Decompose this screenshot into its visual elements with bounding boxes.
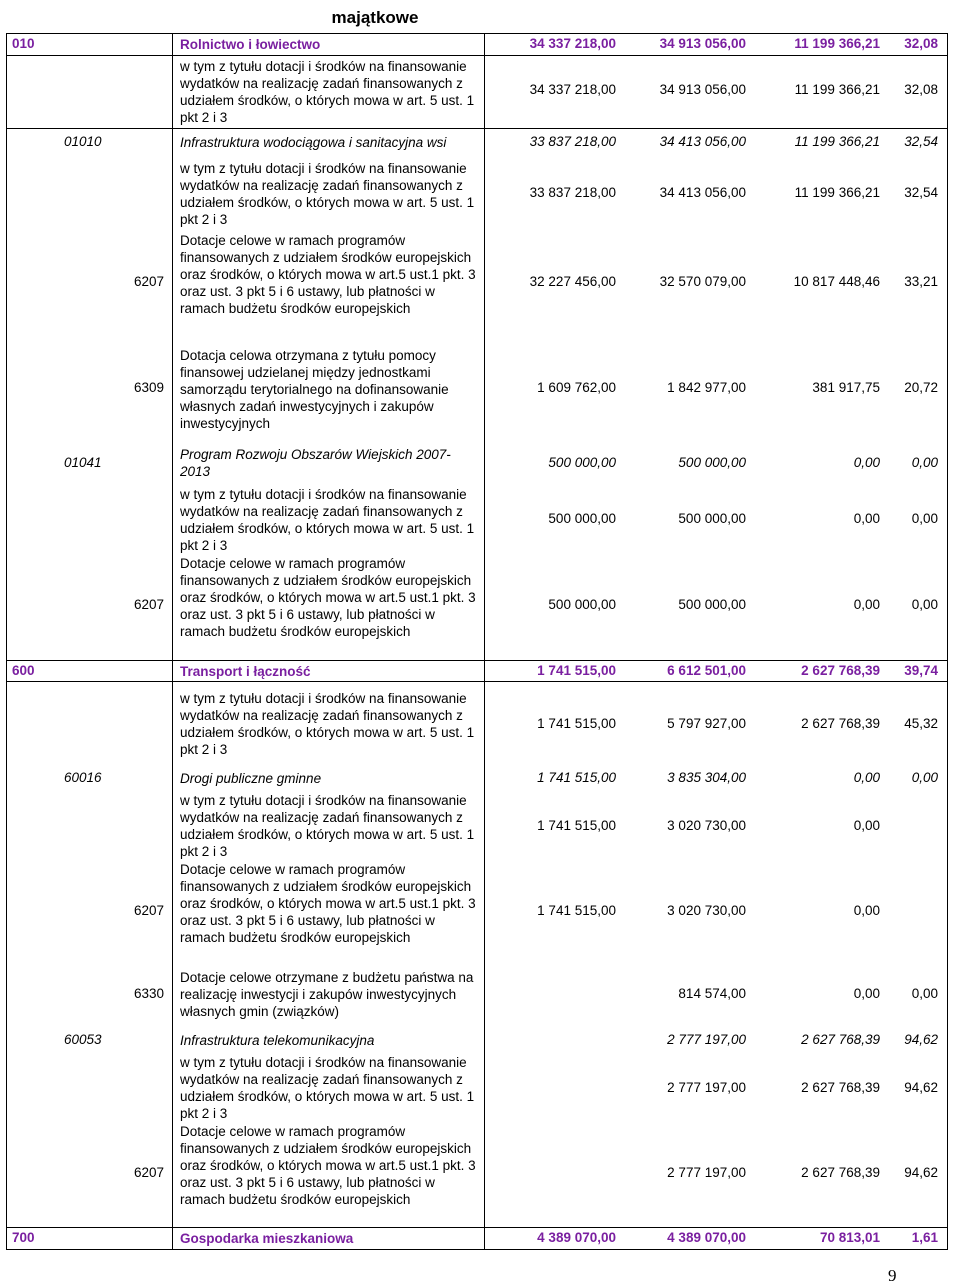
value-execution: 11 199 366,21 <box>794 134 880 149</box>
value-percent: 33,21 <box>904 274 938 289</box>
table-rule <box>6 1249 948 1250</box>
value-percent: 94,62 <box>904 1032 938 1047</box>
value-percent: 1,61 <box>911 1230 938 1245</box>
value-plan-after: 814 574,00 <box>678 986 746 1001</box>
row-description: Rolnictwo i łowiectwo <box>180 37 321 52</box>
value-execution: 2 627 768,39 <box>801 1165 880 1180</box>
value-plan: 500 000,00 <box>548 455 616 470</box>
value-plan-after: 2 777 197,00 <box>667 1165 746 1180</box>
row-description: Dotacje celowe w ramach programów finansowanych z udziałem środków europejskich oraz środków, o których mowa w art.5 ust.1 pkt. 3 oraz ust. 3 pkt 5 i 6 ustawy, lub płatności w ramach budżetu środków europejskich <box>180 862 476 945</box>
value-plan: 4 389 070,00 <box>537 1230 616 1245</box>
value-execution: 0,00 <box>853 511 880 526</box>
paragraph-code: 6207 <box>133 597 165 612</box>
value-plan-after: 34 413 056,00 <box>659 185 746 200</box>
value-execution: 11 199 366,21 <box>794 82 880 97</box>
value-plan-after: 34 913 056,00 <box>659 82 746 97</box>
value-execution: 381 917,75 <box>812 380 880 395</box>
value-execution: 11 199 366,21 <box>794 185 880 200</box>
row-description: Infrastruktura wodociągowa i sanitacyjna wsi <box>180 135 447 150</box>
value-execution: 2 627 768,39 <box>801 663 880 678</box>
value-plan-after: 3 835 304,00 <box>667 770 746 785</box>
value-plan: 1 741 515,00 <box>537 716 616 731</box>
value-execution: 0,00 <box>853 770 880 785</box>
value-execution: 2 627 768,39 <box>801 1032 880 1047</box>
table-rule <box>6 681 948 682</box>
value-plan-after: 3 020 730,00 <box>667 903 746 918</box>
value-plan: 500 000,00 <box>548 597 616 612</box>
value-plan: 32 227 456,00 <box>529 274 616 289</box>
value-percent: 94,62 <box>904 1165 938 1180</box>
value-percent: 0,00 <box>911 455 938 470</box>
value-plan: 33 837 218,00 <box>529 185 616 200</box>
column-rule <box>484 33 485 1249</box>
row-description: Gospodarka mieszkaniowa <box>180 1231 354 1246</box>
rozdzial-code: 01041 <box>64 455 102 470</box>
row-description: w tym z tytułu dotacji i środków na finansowanie wydatków na realizację zadań finansowanych z udziałem środków, o których mowa w art. 5 ust. 1 pkt 2 i 3 <box>180 691 475 757</box>
row-description: w tym z tytułu dotacji i środków na finansowanie wydatków na realizację zadań finansowanych z udziałem środków, o których mowa w art. 5 ust. 1 pkt 2 i 3 <box>180 161 475 227</box>
value-execution: 11 199 366,21 <box>794 36 880 51</box>
paragraph-code: 6207 <box>133 903 165 918</box>
value-percent: 94,62 <box>904 1080 938 1095</box>
row-description: Dotacje celowe w ramach programów finansowanych z udziałem środków europejskich oraz środków, o których mowa w art.5 ust.1 pkt. 3 oraz ust. 3 pkt 5 i 6 ustawy, lub płatności w ramach budżetu środków europejskich <box>180 1124 476 1207</box>
paragraph-code: 6207 <box>133 1165 165 1180</box>
row-description: Dotacje celowe otrzymane z budżetu państwa na realizację inwestycji i zakupów inwestycyjnych własnych gmin (związków) <box>180 970 474 1019</box>
value-percent: 32,08 <box>904 82 938 97</box>
value-plan-after: 2 777 197,00 <box>667 1080 746 1095</box>
rozdzial-code: 01010 <box>64 134 102 149</box>
value-execution: 0,00 <box>853 986 880 1001</box>
page-number: 9 <box>888 1266 897 1285</box>
value-execution: 0,00 <box>853 903 880 918</box>
section-title: majątkowe <box>331 8 419 27</box>
value-execution: 0,00 <box>853 818 880 833</box>
row-description: Dotacja celowa otrzymana z tytułu pomocy finansowej udzielanej między jednostkami samorządu terytorialnego na dofinansowanie własnych zadań inwestycyjnych i zakupów inwestycyjnych <box>180 348 449 431</box>
paragraph-code: 6309 <box>133 380 165 395</box>
value-percent: 39,74 <box>904 663 938 678</box>
row-description: w tym z tytułu dotacji i środków na finansowanie wydatków na realizację zadań finansowanych z udziałem środków, o których mowa w art. 5 ust. 1 pkt 2 i 3 <box>180 59 475 125</box>
row-description: w tym z tytułu dotacji i środków na finansowanie wydatków na realizację zadań finansowanych z udziałem środków, o których mowa w art. 5 ust. 1 pkt 2 i 3 <box>180 487 475 553</box>
value-plan-after: 34 413 056,00 <box>659 134 746 149</box>
row-description: Drogi publiczne gminne <box>180 771 322 786</box>
value-execution: 70 813,01 <box>819 1230 880 1245</box>
value-plan-after: 500 000,00 <box>678 455 746 470</box>
value-execution: 2 627 768,39 <box>801 716 880 731</box>
row-description: Program Rozwoju Obszarów Wiejskich 2007-2013 <box>180 447 451 479</box>
column-rule <box>172 33 173 1249</box>
value-plan: 33 837 218,00 <box>529 134 616 149</box>
value-plan: 34 337 218,00 <box>529 82 616 97</box>
value-percent: 0,00 <box>911 986 938 1001</box>
table-rule <box>6 33 948 34</box>
value-plan: 1 741 515,00 <box>537 903 616 918</box>
value-plan-after: 6 612 501,00 <box>667 663 746 678</box>
row-description: w tym z tytułu dotacji i środków na finansowanie wydatków na realizację zadań finansowanych z udziałem środków, o których mowa w art. 5 ust. 1 pkt 2 i 3 <box>180 1055 475 1121</box>
rozdzial-code: 60053 <box>64 1032 102 1047</box>
value-execution: 0,00 <box>853 597 880 612</box>
paragraph-code: 6207 <box>133 274 165 289</box>
dzial-code: 600 <box>12 663 35 678</box>
value-percent: 32,54 <box>904 185 938 200</box>
value-execution: 2 627 768,39 <box>801 1080 880 1095</box>
value-percent: 32,54 <box>904 134 938 149</box>
paragraph-code: 6330 <box>133 986 165 1001</box>
value-percent: 0,00 <box>911 511 938 526</box>
row-description: Transport i łączność <box>180 664 311 679</box>
row-description: Dotacje celowe w ramach programów finansowanych z udziałem środków europejskich oraz środków, o których mowa w art.5 ust.1 pkt. 3 oraz ust. 3 pkt 5 i 6 ustawy, lub płatności w ramach budżetu środków europejskich <box>180 556 476 639</box>
value-percent: 32,08 <box>904 36 938 51</box>
value-plan-after: 5 797 927,00 <box>667 716 746 731</box>
value-plan: 1 741 515,00 <box>537 663 616 678</box>
value-plan: 34 337 218,00 <box>529 36 616 51</box>
value-plan-after: 3 020 730,00 <box>667 818 746 833</box>
value-plan-after: 32 570 079,00 <box>659 274 746 289</box>
row-description: Infrastruktura telekomunikacyjna <box>180 1033 375 1048</box>
table-rule <box>6 1227 948 1228</box>
value-plan: 1 741 515,00 <box>537 770 616 785</box>
value-plan-after: 500 000,00 <box>678 511 746 526</box>
value-plan-after: 4 389 070,00 <box>667 1230 746 1245</box>
value-percent: 0,00 <box>911 597 938 612</box>
value-percent: 0,00 <box>911 770 938 785</box>
value-plan-after: 34 913 056,00 <box>659 36 746 51</box>
table-rule <box>6 128 948 129</box>
value-plan: 1 609 762,00 <box>537 380 616 395</box>
value-percent: 20,72 <box>904 380 938 395</box>
value-execution: 0,00 <box>853 455 880 470</box>
dzial-code: 010 <box>12 36 35 51</box>
value-plan: 1 741 515,00 <box>537 818 616 833</box>
table-rule <box>6 660 948 661</box>
row-description: Dotacje celowe w ramach programów finansowanych z udziałem środków europejskich oraz środków, o których mowa w art.5 ust.1 pkt. 3 oraz ust. 3 pkt 5 i 6 ustawy, lub płatności w ramach budżetu środków europejskich <box>180 233 476 316</box>
value-plan-after: 500 000,00 <box>678 597 746 612</box>
value-plan: 500 000,00 <box>548 511 616 526</box>
table-rule <box>6 55 948 56</box>
value-execution: 10 817 448,46 <box>793 274 880 289</box>
value-plan-after: 1 842 977,00 <box>667 380 746 395</box>
value-percent: 45,32 <box>904 716 938 731</box>
rozdzial-code: 60016 <box>64 770 102 785</box>
value-plan-after: 2 777 197,00 <box>667 1032 746 1047</box>
dzial-code: 700 <box>12 1230 35 1245</box>
row-description: w tym z tytułu dotacji i środków na finansowanie wydatków na realizację zadań finansowanych z udziałem środków, o których mowa w art. 5 ust. 1 pkt 2 i 3 <box>180 793 475 859</box>
